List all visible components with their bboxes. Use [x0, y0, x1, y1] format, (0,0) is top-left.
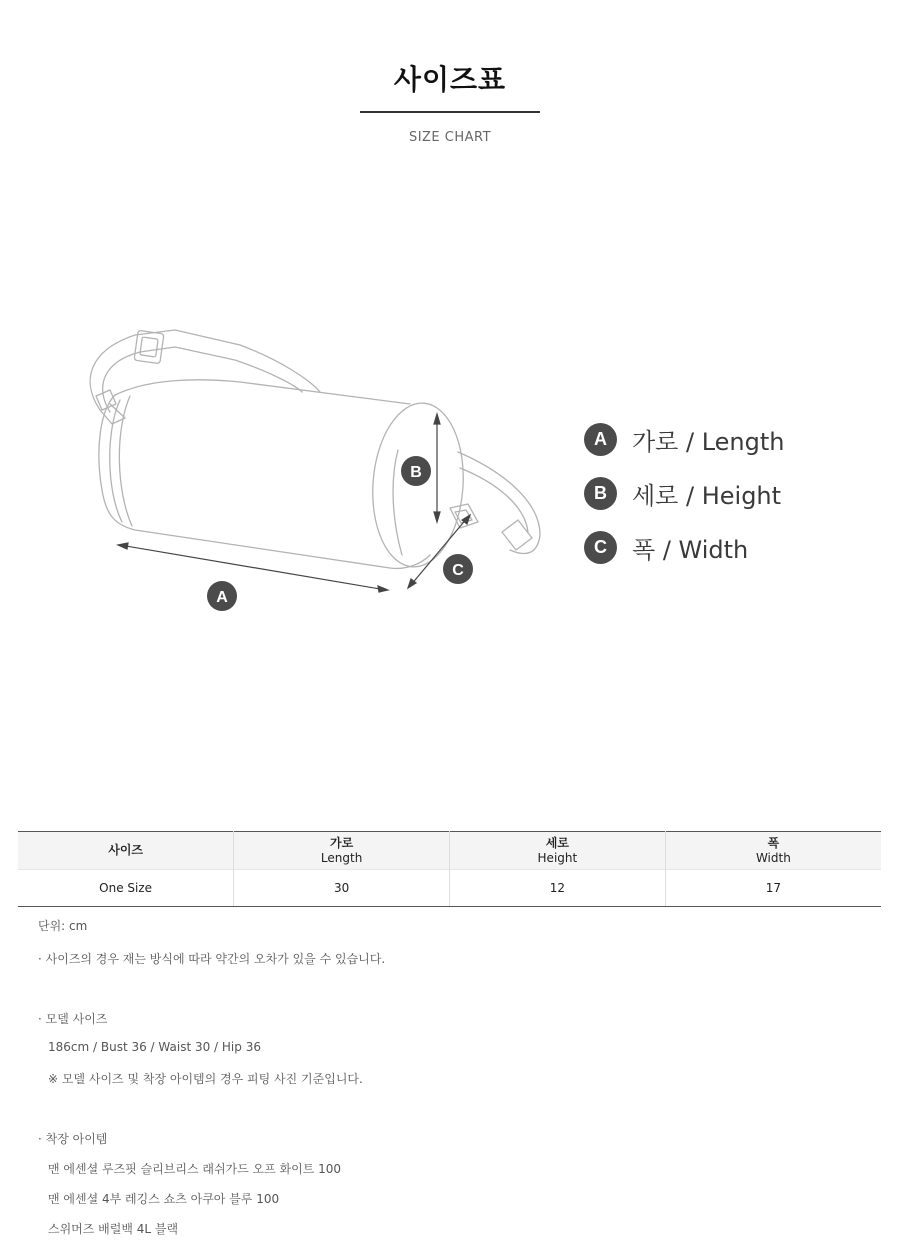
strap-front — [458, 452, 540, 554]
legend-badge-c: C — [584, 531, 617, 564]
header-size-ko: 사이즈 — [108, 843, 144, 857]
list-item: 맨 에센셜 4부 레깅스 쇼츠 아쿠아 블루 100 — [48, 1192, 280, 1206]
marker-c: C — [452, 562, 464, 579]
header-width — [665, 832, 881, 870]
title-divider — [360, 111, 540, 113]
legend-item-length — [584, 412, 884, 466]
header-width-en: Width — [755, 850, 791, 865]
bag-body-outline — [99, 395, 430, 568]
header-width-ko: 폭 — [767, 835, 780, 850]
cell-width: 17 — [665, 870, 881, 907]
header-height-en: Height — [537, 850, 578, 865]
marker-a: A — [216, 589, 228, 606]
arrow-length — [120, 545, 386, 590]
model-note: ※ 모델 사이즈 및 착장 아이템의 경우 피팅 사진 기준입니다. — [48, 1072, 363, 1086]
strap-clip-right — [502, 520, 532, 550]
size-table — [18, 831, 881, 907]
cell-height: 12 — [450, 870, 666, 907]
legend-badge-b: B — [584, 477, 617, 510]
model-heading: · 모델 사이즈 — [38, 1012, 108, 1026]
strap-buckle-top — [134, 330, 164, 363]
cell-length: 30 — [234, 870, 450, 907]
marker-b: B — [410, 464, 422, 481]
header-size — [18, 832, 234, 870]
legend-item-width — [584, 520, 884, 574]
cell-size: One Size — [18, 870, 234, 907]
legend-label-length: 가로 / Length — [632, 427, 785, 456]
strap-outline — [90, 330, 320, 410]
header-height — [450, 832, 666, 870]
unit-note: 단위: cm — [38, 919, 88, 933]
legend-label-width: 폭 / Width — [632, 535, 749, 564]
table-row — [18, 870, 881, 907]
model-size: 186cm / Bust 36 / Waist 30 / Hip 36 — [48, 1040, 261, 1054]
bag-illustration — [40, 300, 580, 640]
header-length-en: Length — [320, 850, 363, 865]
header-length — [234, 832, 450, 870]
table-header-row — [18, 832, 881, 870]
legend-badge-a: A — [584, 423, 617, 456]
legend-item-height — [584, 466, 884, 520]
strap-buckle-right — [450, 504, 478, 528]
list-item: 스위머즈 배럴백 4L 블랙 — [48, 1222, 179, 1236]
disclaimer-note: · 사이즈의 경우 재는 방식에 따라 약간의 오차가 있을 수 있습니다. — [38, 952, 386, 966]
legend-label-height: 세로 / Height — [632, 481, 782, 510]
page-subtitle: SIZE CHART — [408, 130, 492, 145]
list-item: 맨 에센셜 루즈핏 슬리브리스 래쉬가드 오프 화이트 100 — [48, 1162, 342, 1176]
header-height-ko: 세로 — [545, 835, 569, 850]
header-length-ko: 가로 — [330, 835, 354, 850]
dimension-legend — [584, 412, 884, 574]
page-title: 사이즈표 — [393, 63, 507, 96]
items-heading: · 착장 아이템 — [38, 1132, 108, 1146]
